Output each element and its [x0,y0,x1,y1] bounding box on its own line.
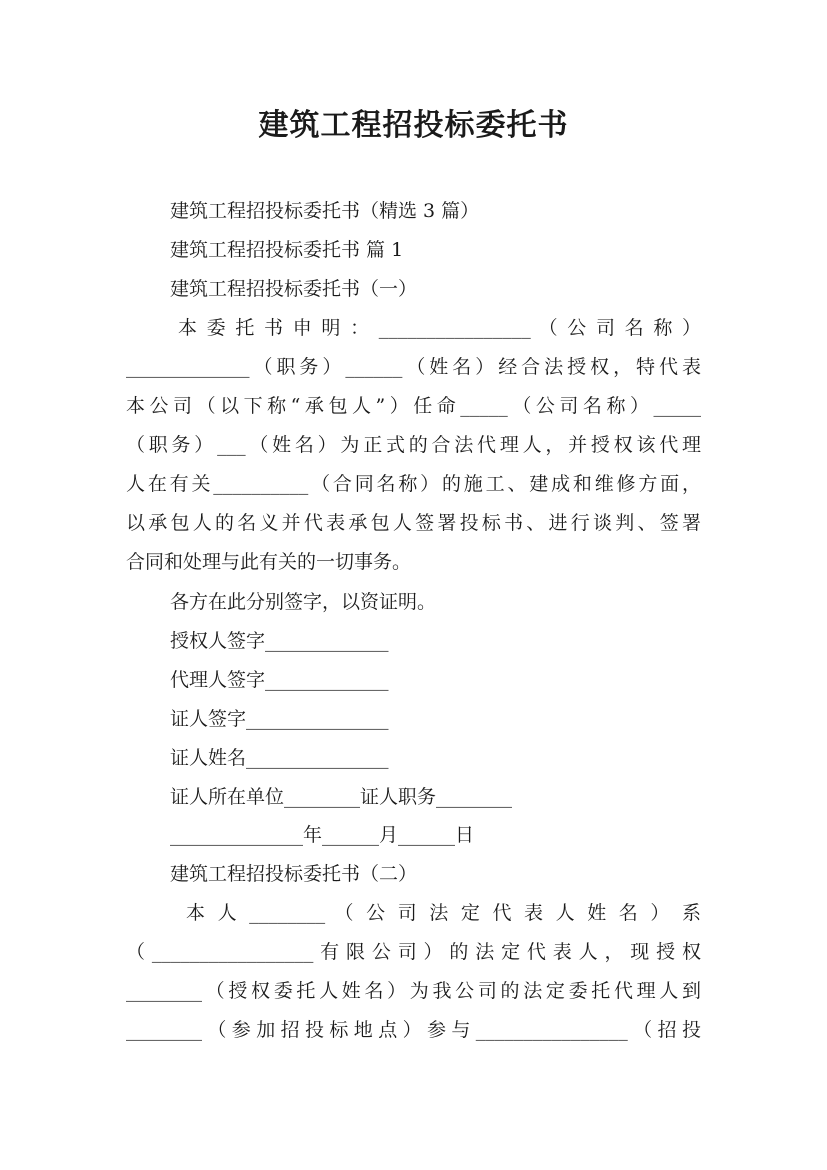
paragraph-line: 人在有关__________（合同名称）的施工、建成和维修方面， [126,473,701,495]
signature-line-agent: 代理人签字_____________ [170,669,389,691]
signature-line-authorizer: 授权人签字_____________ [170,630,389,652]
paragraph-line: 本 人 ________ （ 公 司 法 定 代 表 人 姓 名 ） 系 [186,902,701,924]
section-heading-part1: 建筑工程招投标委托书 篇 1 [170,239,404,261]
signature-line-witness: 证人签字_______________ [170,708,389,730]
witness-statement: 各方在此分别签字，以资证明。 [170,591,437,613]
witness-name-line: 证人姓名_______________ [170,747,389,769]
subtitle-selection: 建筑工程招投标委托书（精选 3 篇） [170,200,480,222]
section-heading-two: 建筑工程招投标委托书（二） [170,863,418,885]
paragraph-line: （职务）___（姓名）为正式的合法代理人，并授权该代理 [126,434,701,456]
paragraph-line: 本公司（以下称“承包人”）任命_____（公司名称）_____ [126,395,701,417]
paragraph-line: （_________________有限公司）的法定代表人，现授权 [126,941,701,963]
date-line: ______________年______月______日 [170,824,475,846]
paragraph-line: _____________（职务）______（姓名）经合法授权，特代表 [126,356,701,378]
witness-unit-line: 证人所在单位________证人职务________ [170,786,513,808]
section-heading-one: 建筑工程招投标委托书（一） [170,278,418,300]
document-title: 建筑工程招投标委托书 [258,108,569,143]
paragraph-line: ________（授权委托人姓名）为我公司的法定委托代理人到 [126,980,701,1002]
paragraph-line: 本 委 托 书 申 明 ： ________________ （ 公 司 名 称 ） [178,317,701,339]
paragraph-line: 以承包人的名义并代表承包人签署投标书、进行谈判、签署 [126,512,701,534]
paragraph-line: 合同和处理与此有关的一切事务。 [126,551,412,573]
paragraph-line: ________（参加招投标地点）参与________________（招投 [126,1019,701,1041]
